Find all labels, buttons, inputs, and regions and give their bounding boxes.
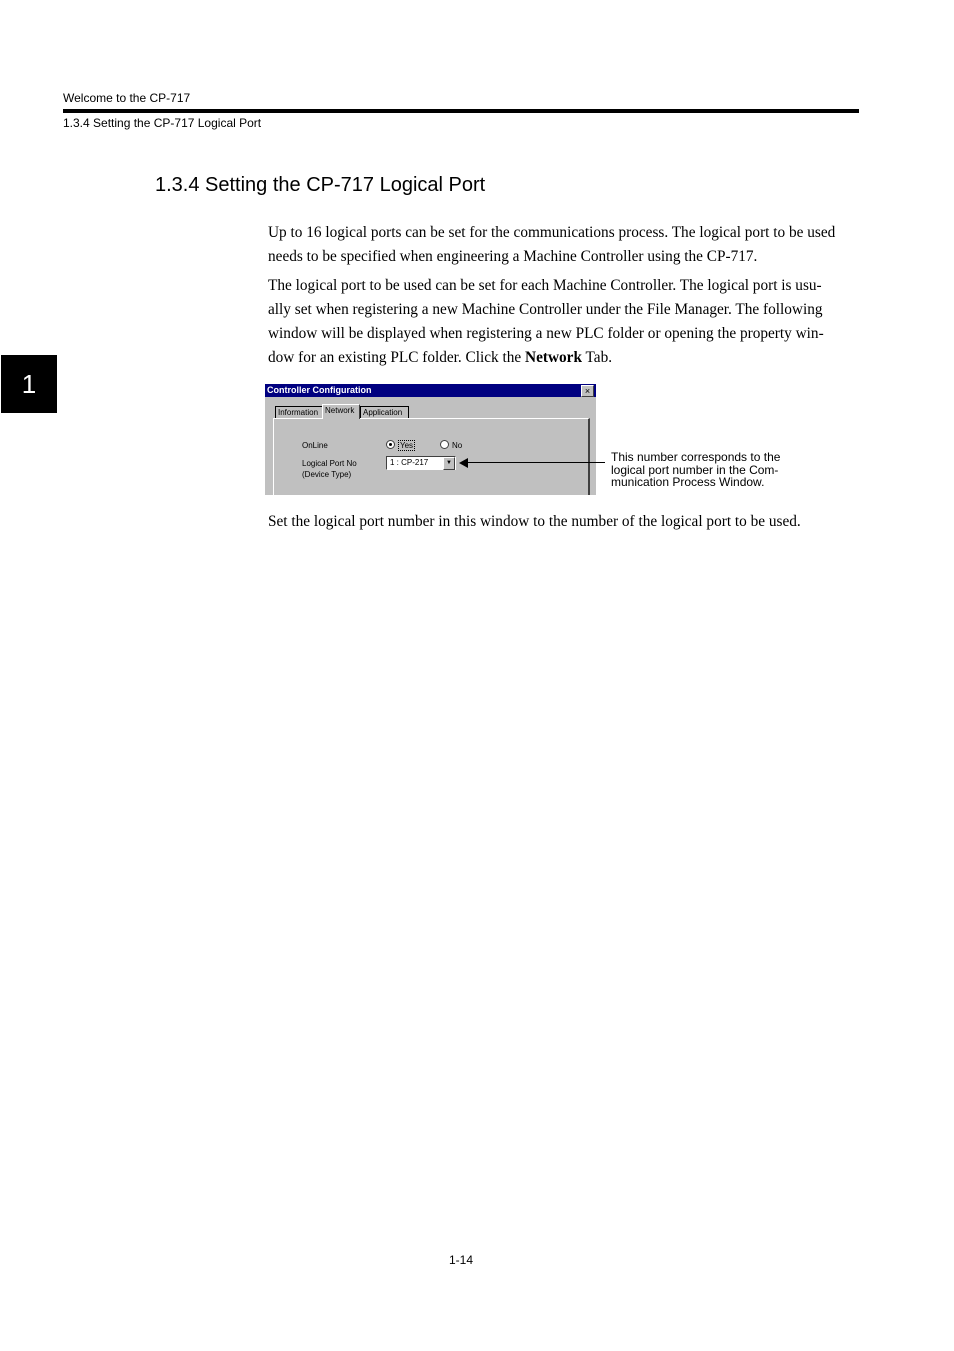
callout-line: munication Process Window. (611, 475, 765, 489)
chapter-tab (1, 355, 57, 413)
device-type-label: (Device Type) (302, 470, 352, 479)
line-text: dow for an existing PLC folder. Click the (268, 349, 526, 366)
paragraph-line: window will be displayed when registering a new PLC folder or opening the property win- (268, 325, 824, 342)
logical-port-label: Logical Port No (302, 459, 357, 468)
online-yes-radio[interactable] (386, 440, 395, 449)
paragraph-logical-port (268, 274, 860, 370)
close-button[interactable]: × (581, 385, 594, 397)
callout-line: logical port number in the Com- (611, 462, 779, 477)
paragraph-line (268, 346, 860, 370)
callout-line: This number corresponds to the (611, 450, 781, 464)
line-text: Tab. (581, 349, 613, 366)
chapter-tab-number: 1 (21, 368, 37, 399)
paragraph-line: ally set when registering a new Machine Controller under the File Manager. The following (268, 301, 823, 318)
running-header-chapter: Welcome to the CP-717 (63, 91, 191, 105)
paragraph-intro (268, 221, 860, 269)
paragraph-line: Up to 16 logical ports can be set for the communications process. The logical port to be used (268, 224, 836, 241)
running-header-section: 1.3.4 Setting the CP-717 Logical Port (63, 116, 262, 130)
dialog-title: Controller Configuration (267, 385, 372, 395)
online-yes-label[interactable]: Yes (400, 441, 414, 450)
logical-port-value: 1 : CP-217 (390, 458, 429, 467)
chevron-down-icon[interactable]: ▼ (443, 457, 455, 470)
online-no-label[interactable]: No (452, 441, 463, 450)
tab-information[interactable]: Information (275, 406, 323, 418)
tab-application[interactable]: Application (360, 406, 409, 418)
arrow-left-icon (459, 458, 468, 468)
paragraph-line: The logical port to be used can be set for each Machine Controller. The logical port is usu- (268, 277, 822, 294)
online-label: OnLine (302, 441, 328, 450)
tab-network[interactable]: Network (322, 404, 360, 419)
section-title: 1.3.4 Setting the CP-717 Logical Port (155, 174, 486, 196)
page-number: 1-14 (449, 1253, 474, 1267)
paragraph-instruction: Set the logical port number in this window to the number of the logical port to be used. (268, 513, 801, 530)
logical-port-select[interactable] (386, 456, 456, 470)
dialog-titlebar (265, 384, 596, 397)
paragraph-line: needs to be specified when engineering a Machine Controller using the CP-717. (268, 248, 758, 265)
header-rule (63, 109, 859, 113)
callout-leader-line (466, 462, 605, 463)
network-tab-reference: Network (525, 349, 582, 366)
controller-configuration-dialog (265, 384, 596, 495)
callout-note (611, 451, 811, 489)
online-no-radio[interactable] (440, 440, 449, 449)
